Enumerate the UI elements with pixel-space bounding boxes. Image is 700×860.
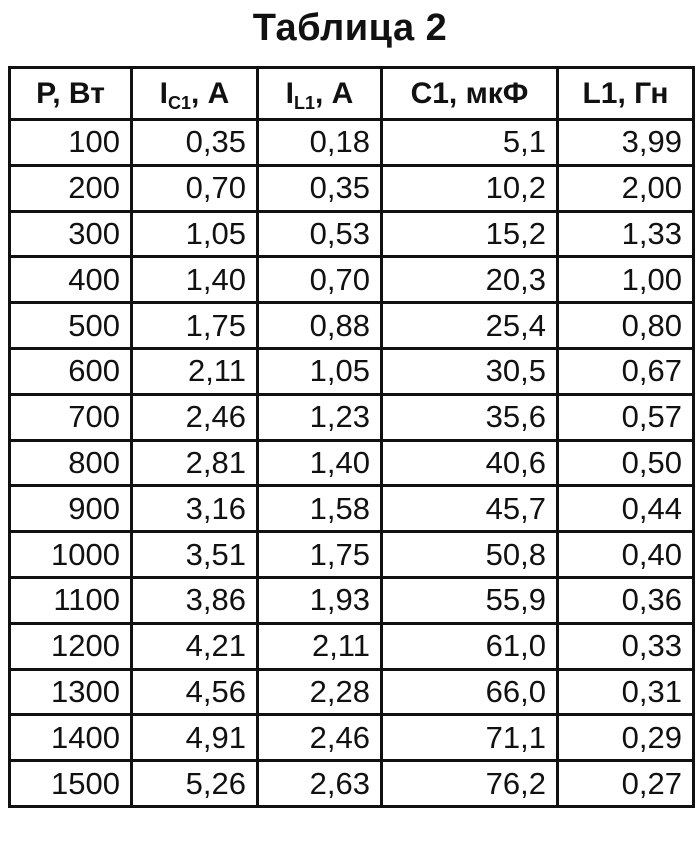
cell-inductance: 0,27	[558, 761, 694, 807]
cell-inductance: 0,31	[558, 669, 694, 715]
cell-capacitance: 40,6	[382, 440, 558, 486]
cell-inductance: 3,99	[558, 120, 694, 166]
cell-current-l1: 0,53	[258, 211, 382, 257]
cell-inductance: 0,33	[558, 623, 694, 669]
cell-power: 300	[10, 211, 132, 257]
cell-current-c1: 5,26	[132, 761, 258, 807]
cell-current-l1: 0,35	[258, 165, 382, 211]
cell-current-c1: 1,40	[132, 257, 258, 303]
table-row	[10, 623, 694, 669]
cell-capacitance: 10,2	[382, 165, 558, 211]
table-row	[10, 211, 694, 257]
cell-current-c1: 1,75	[132, 303, 258, 349]
cell-power: 400	[10, 257, 132, 303]
table-title: Таблица 2	[252, 7, 448, 49]
table-row	[10, 165, 694, 211]
table-row	[10, 669, 694, 715]
cell-power: 1400	[10, 715, 132, 761]
cell-current-l1: 0,70	[258, 257, 382, 303]
cell-capacitance: 50,8	[382, 532, 558, 578]
cell-power: 1500	[10, 761, 132, 807]
cell-current-c1: 3,51	[132, 532, 258, 578]
header-capacitance: C1, мкФ	[382, 68, 558, 120]
cell-power: 700	[10, 394, 132, 440]
table-row	[10, 348, 694, 394]
cell-capacitance: 20,3	[382, 257, 558, 303]
cell-capacitance: 5,1	[382, 120, 558, 166]
cell-power: 1300	[10, 669, 132, 715]
cell-current-c1: 0,70	[132, 165, 258, 211]
cell-current-c1: 4,56	[132, 669, 258, 715]
cell-capacitance: 45,7	[382, 486, 558, 532]
cell-current-c1: 3,16	[132, 486, 258, 532]
cell-current-l1: 2,28	[258, 669, 382, 715]
cell-current-l1: 0,18	[258, 120, 382, 166]
cell-capacitance: 15,2	[382, 211, 558, 257]
cell-power: 200	[10, 165, 132, 211]
table-row	[10, 257, 694, 303]
cell-current-c1: 1,05	[132, 211, 258, 257]
cell-power: 500	[10, 303, 132, 349]
cell-capacitance: 25,4	[382, 303, 558, 349]
table-row	[10, 394, 694, 440]
cell-capacitance: 30,5	[382, 348, 558, 394]
data-table	[8, 66, 695, 808]
cell-current-c1: 2,46	[132, 394, 258, 440]
cell-current-l1: 1,05	[258, 348, 382, 394]
header-power: P, Вт	[10, 68, 132, 120]
cell-capacitance: 61,0	[382, 623, 558, 669]
cell-inductance: 0,29	[558, 715, 694, 761]
cell-power: 100	[10, 120, 132, 166]
cell-inductance: 0,67	[558, 348, 694, 394]
table-row	[10, 440, 694, 486]
cell-inductance: 2,00	[558, 165, 694, 211]
cell-current-c1: 2,81	[132, 440, 258, 486]
cell-current-l1: 1,75	[258, 532, 382, 578]
table-row	[10, 715, 694, 761]
cell-capacitance: 66,0	[382, 669, 558, 715]
cell-current-l1: 1,58	[258, 486, 382, 532]
cell-current-c1: 0,35	[132, 120, 258, 166]
table-row	[10, 486, 694, 532]
header-inductance: L1, Гн	[558, 68, 694, 120]
table-row	[10, 761, 694, 807]
cell-power: 1000	[10, 532, 132, 578]
cell-current-l1: 1,93	[258, 577, 382, 623]
cell-current-l1: 1,40	[258, 440, 382, 486]
cell-current-c1: 4,91	[132, 715, 258, 761]
cell-current-l1: 0,88	[258, 303, 382, 349]
cell-current-c1: 4,21	[132, 623, 258, 669]
cell-current-l1: 2,11	[258, 623, 382, 669]
cell-power: 1100	[10, 577, 132, 623]
cell-inductance: 0,50	[558, 440, 694, 486]
cell-capacitance: 76,2	[382, 761, 558, 807]
table-row	[10, 532, 694, 578]
cell-current-c1: 2,11	[132, 348, 258, 394]
cell-inductance: 0,80	[558, 303, 694, 349]
cell-current-c1: 3,86	[132, 577, 258, 623]
table-row	[10, 120, 694, 166]
cell-inductance: 0,40	[558, 532, 694, 578]
table-row	[10, 577, 694, 623]
cell-inductance: 1,00	[558, 257, 694, 303]
cell-inductance: 0,44	[558, 486, 694, 532]
cell-capacitance: 55,9	[382, 577, 558, 623]
cell-power: 1200	[10, 623, 132, 669]
cell-power: 600	[10, 348, 132, 394]
cell-power: 900	[10, 486, 132, 532]
cell-inductance: 0,57	[558, 394, 694, 440]
cell-inductance: 0,36	[558, 577, 694, 623]
cell-capacitance: 71,1	[382, 715, 558, 761]
table-row	[10, 303, 694, 349]
header-current-c1: $I_{C1}$, А	[132, 68, 258, 120]
cell-current-l1: 1,23	[258, 394, 382, 440]
cell-capacitance: 35,6	[382, 394, 558, 440]
cell-inductance: 1,33	[558, 211, 694, 257]
cell-current-l1: 2,63	[258, 761, 382, 807]
header-row	[10, 68, 694, 120]
cell-current-l1: 2,46	[258, 715, 382, 761]
header-current-l1: $I_{L1}$, А	[258, 68, 382, 120]
cell-power: 800	[10, 440, 132, 486]
